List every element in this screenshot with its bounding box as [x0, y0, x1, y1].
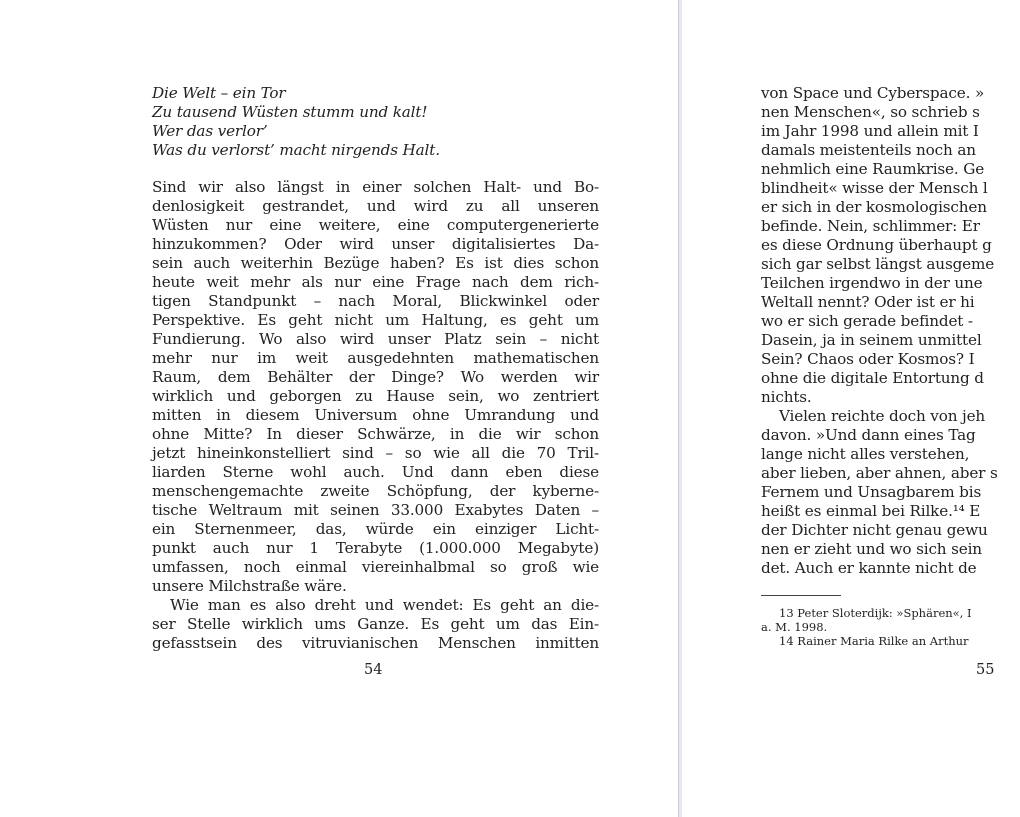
text-line: Wüsten nur eine weitere, eine computergenerierte: [152, 216, 599, 234]
text-line: ser Stelle wirklich ums Ganze. Es geht um das Ein-: [152, 615, 599, 633]
text-line: menschengemachte zweite Schöpfung, der kyberne-: [152, 482, 599, 500]
text-line: tigen Standpunkt – nach Moral, Blickwinkel oder: [152, 292, 599, 310]
right-page: [682, 0, 1020, 817]
text-line: Vielen reichte doch von jeh: [779, 407, 986, 425]
text-line: Sind wir also längst in einer solchen Halt- und Bo-: [152, 178, 599, 196]
text-line: Perspektive. Es geht nicht um Haltung, es geht um: [152, 311, 599, 329]
footnote: 13 Peter Sloterdijk: »Sphären«, I: [779, 606, 972, 620]
text-line: der Dichter nicht genau gewu: [761, 521, 988, 539]
text-line: liarden Sterne wohl auch. Und dann eben diese: [152, 463, 599, 481]
text-line: det. Auch er kannte nicht de: [761, 559, 977, 577]
text-line: jetzt hineinkonstelliert sind – so wie all die 70 Tril-: [152, 444, 599, 462]
text-line: mitten in diesem Universum ohne Umrandung und: [152, 406, 599, 424]
text-line: Raum, dem Behälter der Dinge? Wo werden wir: [152, 368, 599, 386]
text-line: tische Weltraum mit seinen 33.000 Exabytes Daten –: [152, 501, 599, 519]
text-line: ohne die digitale Entortung d: [761, 369, 984, 387]
page-number: 54: [364, 662, 383, 678]
verse-line: Was du verlorst’ macht nirgends Halt.: [152, 141, 440, 159]
footnote: 14 Rainer Maria Rilke an Arthur: [779, 634, 969, 648]
text-line: sein auch weiterhin Bezüge haben? Es ist dies schon: [152, 254, 599, 272]
text-line: im Jahr 1998 und allein mit I: [761, 122, 979, 140]
text-line: aber lieben, aber ahnen, aber s: [761, 464, 998, 482]
text-line: unsere Milchstraße wäre.: [152, 577, 347, 595]
text-line: Dasein, ja in seinem unmittel: [761, 331, 982, 349]
text-line: Fernem und Unsagbarem bis: [761, 483, 982, 501]
text-line: nen er zieht und wo sich sein: [761, 540, 982, 558]
text-line: heute weit mehr als nur eine Frage nach dem rich-: [152, 273, 599, 291]
text-line: umfassen, noch einmal viereinhalbmal so groß wie: [152, 558, 599, 576]
text-line: sich gar selbst längst ausgeme: [761, 255, 995, 273]
footnote-divider: [761, 595, 841, 596]
text-line: befinde. Nein, schlimmer: Er: [761, 217, 980, 235]
page-number: 55: [976, 662, 995, 678]
text-line: wo er sich gerade befindet -: [761, 312, 973, 330]
text-line: nen Menschen«, so schrieb s: [761, 103, 980, 121]
text-line: Teilchen irgendwo in der une: [761, 274, 983, 292]
text-line: wirklich und geborgen zu Hause sein, wo zentriert: [152, 387, 599, 405]
footnote: a. M. 1998.: [761, 620, 828, 634]
text-line: Fundierung. Wo also wird unser Platz sein – nicht: [152, 330, 599, 348]
text-line: nichts.: [761, 388, 812, 406]
verse-line: Wer das verlor’: [152, 122, 268, 140]
text-line: ein Sternenmeer, das, würde ein einziger Licht-: [152, 520, 599, 538]
text-line: damals meistenteils noch an: [761, 141, 976, 159]
text-line: denlosigkeit gestrandet, und wird zu all unseren: [152, 197, 599, 215]
text-line: punkt auch nur 1 Terabyte (1.000.000 Megabyte): [152, 539, 599, 557]
text-line: blindheit« wisse der Mensch l: [761, 179, 988, 197]
text-line: hinzukommen? Oder wird unser digitalisiertes Da-: [152, 235, 599, 253]
text-line: von Space und Cyberspace. »: [761, 84, 985, 102]
text-line: heißt es einmal bei Rilke.¹⁴ E: [761, 502, 981, 520]
text-line: Wie man es also dreht und wendet: Es geht an die-: [170, 596, 599, 614]
text-line: davon. »Und dann eines Tag: [761, 426, 976, 444]
text-line: ohne Mitte? In dieser Schwärze, in die wir schon: [152, 425, 599, 443]
text-line: es diese Ordnung überhaupt g: [761, 236, 992, 254]
text-line: mehr nur im weit ausgedehnten mathematischen: [152, 349, 599, 367]
text-line: gefasstsein des vitruvianischen Menschen inmitten: [152, 634, 599, 652]
text-line: lange nicht alles verstehen,: [761, 445, 970, 463]
text-line: nehmlich eine Raumkrise. Ge: [761, 160, 985, 178]
text-line: Sein? Chaos oder Kosmos? I: [761, 350, 975, 368]
verse-line: Zu tausend Wüsten stumm und kalt!: [152, 103, 428, 121]
text-line: er sich in der kosmologischen: [761, 198, 987, 216]
verse-line: Die Welt – ein Tor: [152, 84, 286, 102]
text-line: Weltall nennt? Oder ist er hi: [761, 293, 975, 311]
